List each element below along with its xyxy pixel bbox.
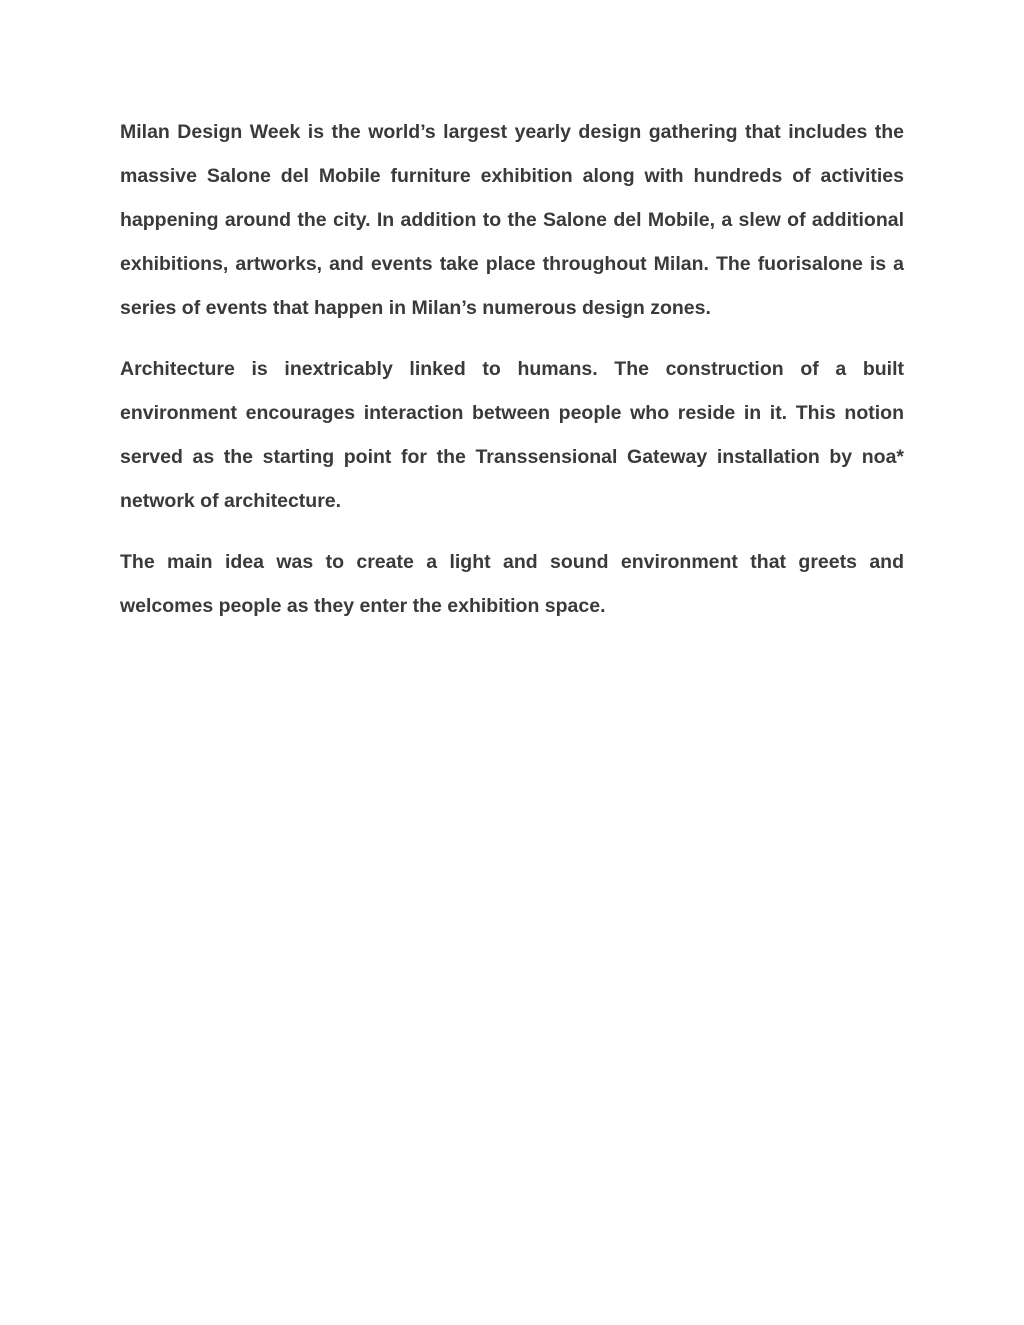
paragraph-main-idea: The main idea was to create a light and sound environment that greets and welcomes people as they enter the exhibition space. [120,551,904,617]
document-body [120,110,904,645]
paragraph-milan-design-week: Milan Design Week is the world’s largest yearly design gathering that includes the massive Salone del Mobile furniture exhibition along with hundreds of activities happening around the city. In addition to the Salone del Mobile, a slew of additional exhibitions, artworks, and events take place throughout Milan. The fuorisalone is a series of events that happen in Milan’s numerous design zones. [120,121,904,319]
paragraph-architecture: Architecture is inextricably linked to humans. The construction of a built environment encourages interaction between people who reside in it. This notion served as the starting point for the Transsensional Gateway installation by noa* network of architecture. [120,358,904,512]
